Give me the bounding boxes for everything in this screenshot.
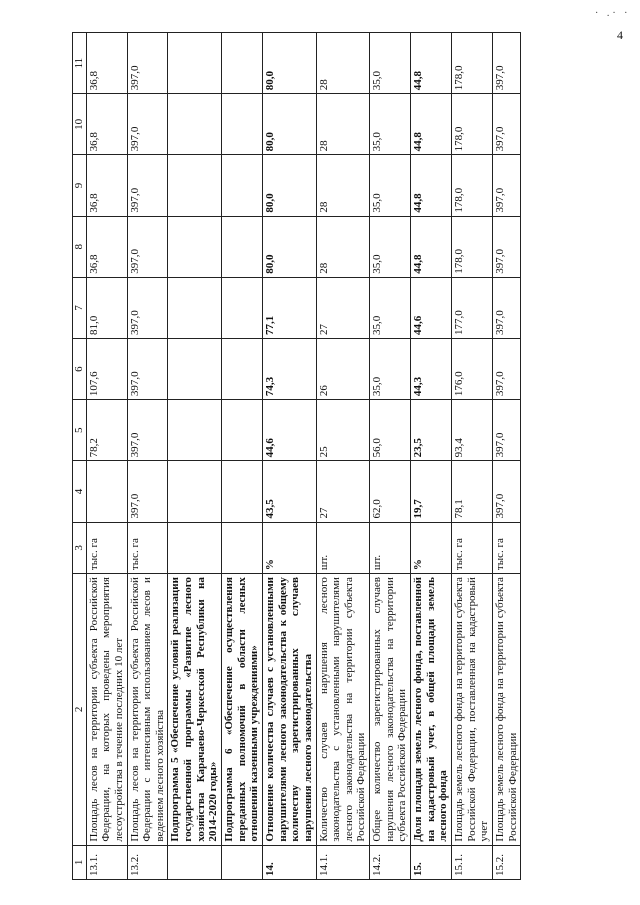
value-cell — [86, 461, 127, 522]
value-cell: 56,0 — [370, 400, 411, 461]
value-cell: 27 — [316, 277, 370, 338]
indicator-name-cell: Количество случаев нарушения лесного законодательства с установленными нарушителями лесного законодательства на территории субъекта Российской Федерации — [316, 574, 370, 846]
unit-cell: шт. — [316, 522, 370, 574]
value-cell: 35,0 — [370, 155, 411, 216]
header-cell: 4 — [73, 461, 87, 522]
table-row — [492, 33, 520, 880]
value-cell: 93,4 — [451, 400, 492, 461]
value-cell: 397,0 — [492, 216, 520, 277]
header-cell: 5 — [73, 400, 87, 461]
value-cell: 77,1 — [262, 277, 316, 338]
value-cell: 28 — [316, 216, 370, 277]
value-cell: 80,0 — [262, 94, 316, 155]
indicators-table — [72, 32, 521, 880]
page-number: 4 — [617, 28, 623, 42]
table-row — [370, 33, 411, 880]
value-cell — [168, 94, 222, 155]
value-cell: 44,8 — [411, 216, 452, 277]
unit-cell: тыс. га — [86, 522, 127, 574]
value-cell: 78,2 — [86, 400, 127, 461]
table-row — [86, 33, 127, 880]
indicator-name-cell: Доля площади земель лесного фонда, поставленной на кадастровый учет, в общей площади земель лесного фонда — [411, 574, 452, 846]
value-cell: 176,0 — [451, 338, 492, 399]
value-cell: 397,0 — [127, 277, 168, 338]
value-cell — [168, 216, 222, 277]
table-row — [222, 33, 263, 880]
value-cell — [222, 94, 263, 155]
value-cell: 44,3 — [411, 338, 452, 399]
value-cell: 80,0 — [262, 216, 316, 277]
value-cell: 36,8 — [86, 33, 127, 94]
value-cell: 25 — [316, 400, 370, 461]
value-cell: 28 — [316, 33, 370, 94]
value-cell: 397,0 — [492, 277, 520, 338]
value-cell: 397,0 — [492, 461, 520, 522]
value-cell: 35,0 — [370, 94, 411, 155]
value-cell: 178,0 — [451, 216, 492, 277]
header-cell: 3 — [73, 522, 87, 574]
scan-marks: · .· · — [595, 8, 631, 19]
value-cell: 178,0 — [451, 155, 492, 216]
indicator-name-cell: Общее количество зарегистрированных случаев нарушения лесного законодательства на территории субъекта Российской Федерации — [370, 574, 411, 846]
value-cell: 44,6 — [262, 400, 316, 461]
indicator-name-cell: Подпрограмма 5 «Обеспечение условий реализации государственной программы «Развитие лесного хозяйства Карачаево-Черкесской Республики на 2014-2020 годы» — [168, 574, 222, 846]
unit-cell: % — [411, 522, 452, 574]
row-number-cell: 13.2. — [127, 845, 168, 879]
value-cell: 178,0 — [451, 94, 492, 155]
value-cell — [222, 277, 263, 338]
unit-cell: тыс. га — [127, 522, 168, 574]
value-cell: 177,0 — [451, 277, 492, 338]
value-cell: 397,0 — [492, 155, 520, 216]
value-cell: 81,0 — [86, 277, 127, 338]
value-cell: 35,0 — [370, 338, 411, 399]
value-cell — [168, 400, 222, 461]
header-cell: 6 — [73, 338, 87, 399]
value-cell: 397,0 — [127, 338, 168, 399]
value-cell — [168, 338, 222, 399]
table-row — [262, 33, 316, 880]
value-cell: 397,0 — [127, 94, 168, 155]
value-cell: 28 — [316, 155, 370, 216]
table-row — [451, 33, 492, 880]
value-cell: 44,8 — [411, 94, 452, 155]
unit-cell: тыс. га — [451, 522, 492, 574]
value-cell: 19,7 — [411, 461, 452, 522]
value-cell: 80,0 — [262, 33, 316, 94]
value-cell — [222, 33, 263, 94]
value-cell: 36,8 — [86, 216, 127, 277]
value-cell — [168, 33, 222, 94]
value-cell: 397,0 — [492, 400, 520, 461]
indicator-name-cell: Площадь лесов на территории субъекта Российской Федерации с интенсивным использованием лесов и ведением лесного хозяйства — [127, 574, 168, 846]
indicator-name-cell: Площадь земель лесного фонда на территории субъекта Российской Федерации — [492, 574, 520, 846]
value-cell — [168, 155, 222, 216]
value-cell: 397,0 — [127, 216, 168, 277]
indicator-name-cell: Отношение количества случаев с установленными нарушителями лесного законодательства к общему количеству зарегистрированных случаев нарушения лесного законодательства — [262, 574, 316, 846]
header-row — [73, 33, 87, 880]
indicator-name-cell: Площадь земель лесного фонда на территории субъекта Российской Федерации, поставленная на кадастровый учет — [451, 574, 492, 846]
value-cell: 27 — [316, 461, 370, 522]
unit-cell — [222, 522, 263, 574]
unit-cell — [168, 522, 222, 574]
value-cell: 23,5 — [411, 400, 452, 461]
value-cell: 397,0 — [127, 400, 168, 461]
table-row — [316, 33, 370, 880]
unit-cell: % — [262, 522, 316, 574]
value-cell: 74,3 — [262, 338, 316, 399]
value-cell: 44,8 — [411, 33, 452, 94]
table-row — [127, 33, 168, 880]
value-cell: 44,6 — [411, 277, 452, 338]
value-cell — [222, 216, 263, 277]
value-cell — [222, 155, 263, 216]
table-row — [411, 33, 452, 880]
value-cell — [222, 461, 263, 522]
header-cell: 10 — [73, 94, 87, 155]
value-cell: 107,6 — [86, 338, 127, 399]
value-cell: 397,0 — [492, 338, 520, 399]
value-cell: 78,1 — [451, 461, 492, 522]
indicator-name-cell: Площадь лесов на территории субъекта Российской Федерации, на которых проведены мероприятия лесоустройства в течение последних 10 лет — [86, 574, 127, 846]
row-number-cell: 14. — [262, 845, 316, 879]
value-cell — [168, 277, 222, 338]
value-cell: 28 — [316, 94, 370, 155]
value-cell: 397,0 — [492, 33, 520, 94]
row-number-cell: 14.1. — [316, 845, 370, 879]
value-cell — [168, 461, 222, 522]
value-cell: 26 — [316, 338, 370, 399]
row-number-cell: 14.2. — [370, 845, 411, 879]
header-cell: 11 — [73, 33, 87, 94]
header-cell: 9 — [73, 155, 87, 216]
value-cell: 35,0 — [370, 33, 411, 94]
value-cell: 397,0 — [492, 94, 520, 155]
value-cell: 62,0 — [370, 461, 411, 522]
unit-cell: тыс. га — [492, 522, 520, 574]
unit-cell: шт. — [370, 522, 411, 574]
value-cell: 35,0 — [370, 277, 411, 338]
header-cell: 2 — [73, 574, 87, 846]
row-number-cell: 15. — [411, 845, 452, 879]
table-body — [86, 33, 521, 880]
row-number-cell: 13.1. — [86, 845, 127, 879]
value-cell: 178,0 — [451, 33, 492, 94]
value-cell — [222, 400, 263, 461]
indicator-name-cell: Подпрограмма 6 «Обеспечение осуществления переданных полномочий в области лесных отношений казенными учреждениями» — [222, 574, 263, 846]
value-cell: 36,8 — [86, 155, 127, 216]
header-cell: 7 — [73, 277, 87, 338]
value-cell — [222, 338, 263, 399]
value-cell: 397,0 — [127, 33, 168, 94]
row-number-cell: 15.1. — [451, 845, 492, 879]
value-cell: 80,0 — [262, 155, 316, 216]
row-number-cell: 15.2. — [492, 845, 520, 879]
value-cell: 35,0 — [370, 216, 411, 277]
value-cell: 397,0 — [127, 461, 168, 522]
value-cell: 43,5 — [262, 461, 316, 522]
value-cell: 36,8 — [86, 94, 127, 155]
row-number-cell — [222, 845, 263, 879]
value-cell: 44,8 — [411, 155, 452, 216]
header-cell: 1 — [73, 845, 87, 879]
header-cell: 8 — [73, 216, 87, 277]
value-cell: 397,0 — [127, 155, 168, 216]
table-row — [168, 33, 222, 880]
rotated-table-container — [72, 32, 602, 880]
row-number-cell — [168, 845, 222, 879]
